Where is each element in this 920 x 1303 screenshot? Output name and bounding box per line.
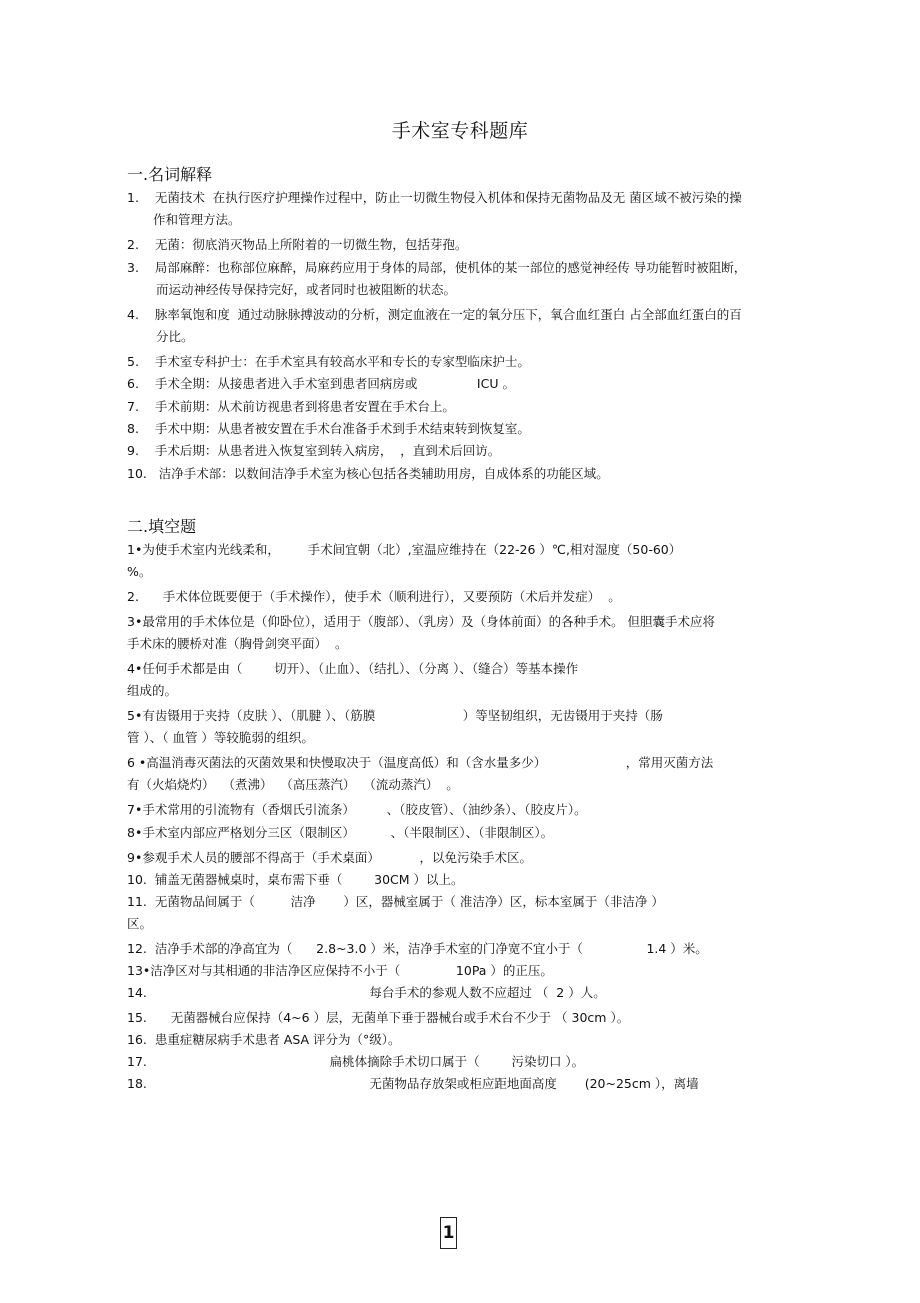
section-heading-fill-blank: 二.填空题 — [127, 517, 197, 536]
definition-line: 8. 手术中期：从患者被安置在手术台准备手术到手术结束转到恢复室。 — [127, 421, 530, 436]
fill-blank-line: 9•参观手术人员的腰部不得高于（手术桌面） ，以免污染手术区。 — [127, 850, 533, 865]
fill-blank-line: 18. 无菌物品存放架或柜应距地面高度 (20~25cm ），离墙 — [127, 1076, 699, 1091]
fill-blank-line: 4•任何手术都是由（ 切开）、（止血）、（结扎）、（分离 ）、（缝合）等基本操作 — [127, 661, 579, 676]
fill-blank-line: 10. 铺盖无菌器械桌时，桌布需下垂（ 30CM ）以上。 — [127, 872, 464, 887]
definition-line: 2. 无菌：彻底消灭物品上所附着的一切微生物，包括芽孢。 — [127, 237, 468, 252]
definition-line: 作和管理方法。 — [153, 212, 241, 227]
fill-blank-line: 12. 洁净手术部的净高宜为（ 2.8~3.0 ）米，洁净手术室的门净宽不宜小于（ 1.4 ）米。 — [127, 941, 708, 956]
fill-blank-line: 13•洁净区对与其相通的非洁净区应保持不小于（ 10Pa ）的正压。 — [127, 963, 553, 978]
fill-blank-line: 有（火焰烧灼） （煮沸） （高压蒸汽） （流动蒸汽） 。 — [127, 777, 459, 792]
definition-line: 5. 手术室专科护士：在手术室具有较高水平和专长的专家型临床护士。 — [127, 354, 530, 369]
definition-line: 4. 脉率氧饱和度 通过动脉脉搏波动的分析，测定血液在一定的氧分压下，氧合血红蛋白 占全部血红蛋白的百 — [127, 307, 742, 322]
definition-line: 而运动神经传导保持完好，或者同时也被阻断的状态。 — [156, 282, 457, 297]
page-title: 手术室专科题库 — [391, 120, 529, 142]
fill-blank-line: %。 — [127, 564, 152, 579]
fill-blank-line: 区。 — [127, 916, 153, 931]
definition-line: 9. 手术后期：从患者进入恢复室到转入病房， ，直到术后回访。 — [127, 443, 501, 458]
fill-blank-line: 3•最常用的手术体位是（仰卧位），适用于（腹部）、（乳房）及（身体前面）的各种手术。 但胆囊手术应将 — [127, 614, 716, 629]
fill-blank-line: 管 ）、（ 血管 ）等较脆弱的组织。 — [127, 730, 314, 745]
fill-blank-line: 2. 手术体位既要便于（手术操作），使手术（顺利进行），又要预防（术后并发症） 。 — [127, 589, 621, 604]
fill-blank-line: 14. 每台手术的参观人数不应超过 （ 2 ）人。 — [127, 985, 606, 1000]
definition-line: 分比。 — [156, 329, 194, 344]
fill-blank-line: 15. 无菌器械台应保持（4~6 ）层，无菌单下垂于器械台或手术台不少于 （ 30cm ）。 — [127, 1010, 630, 1025]
fill-blank-line: 6 •高温消毒灭菌法的灭菌效果和快慢取决于（温度高低）和（含水量多少） ，常用灭菌方法 — [127, 755, 714, 770]
definition-line: 10. 洁净手术部：以数间洁净手术室为核心包括各类辅助用房，自成体系的功能区域。 — [127, 466, 609, 481]
fill-blank-line: 组成的。 — [127, 683, 178, 698]
fill-blank-line: 16. 患重症糖尿病手术患者 ASA 评分为（°级）。 — [127, 1032, 401, 1047]
definition-line: 3. 局部麻醉：也称部位麻醉，局麻药应用于身体的局部，使机体的某一部位的感觉神经传 导功能暂时被阻断， — [127, 260, 747, 275]
fill-blank-line: 7•手术常用的引流物有（香烟氏引流条） 、（胶皮管）、（油纱条）、（胶皮片）。 — [127, 802, 587, 817]
definition-line: 1. 无菌技术 在执行医疗护理操作过程中，防止一切微生物侵入机体和保持无菌物品及无 菌区域不被污染的操 — [127, 190, 742, 205]
section-heading-definitions: 一.名词解释 — [127, 165, 213, 184]
fill-blank-line: 5•有齿镊用于夹持（皮肤 ）、（肌腱 ）、（筋膜 ）等坚韧组织，无齿镊用于夹持（肠 — [127, 708, 663, 723]
fill-blank-line: 8•手术室内部应严格划分三区（限制区） 、（半限制区）、（非限制区）。 — [127, 825, 554, 840]
fill-blank-line: 17. 扁桃体摘除手术切口属于（ 污染切口 ）。 — [127, 1054, 585, 1069]
fill-blank-line: 11. 无菌物品间属于（ 洁净 ）区，器械室属于（ 准洁净）区，标本室属于（非洁净 ） — [127, 894, 664, 909]
definition-line: 7. 手术前期：从术前访视患者到将患者安置在手术台上。 — [127, 399, 455, 414]
definition-line: 6. 手术全期：从接患者进入手术室到患者回病房或 ICU 。 — [127, 376, 515, 391]
page-number: 1 — [440, 1217, 457, 1249]
fill-blank-line: 1•为使手术室内光线柔和， 手术间宜朝（北）,室温应维持在（22-26 ）℃,相对湿度（50-60） — [127, 542, 682, 557]
fill-blank-line: 手术床的腰桥对准（胸骨剑突平面） 。 — [127, 636, 348, 651]
